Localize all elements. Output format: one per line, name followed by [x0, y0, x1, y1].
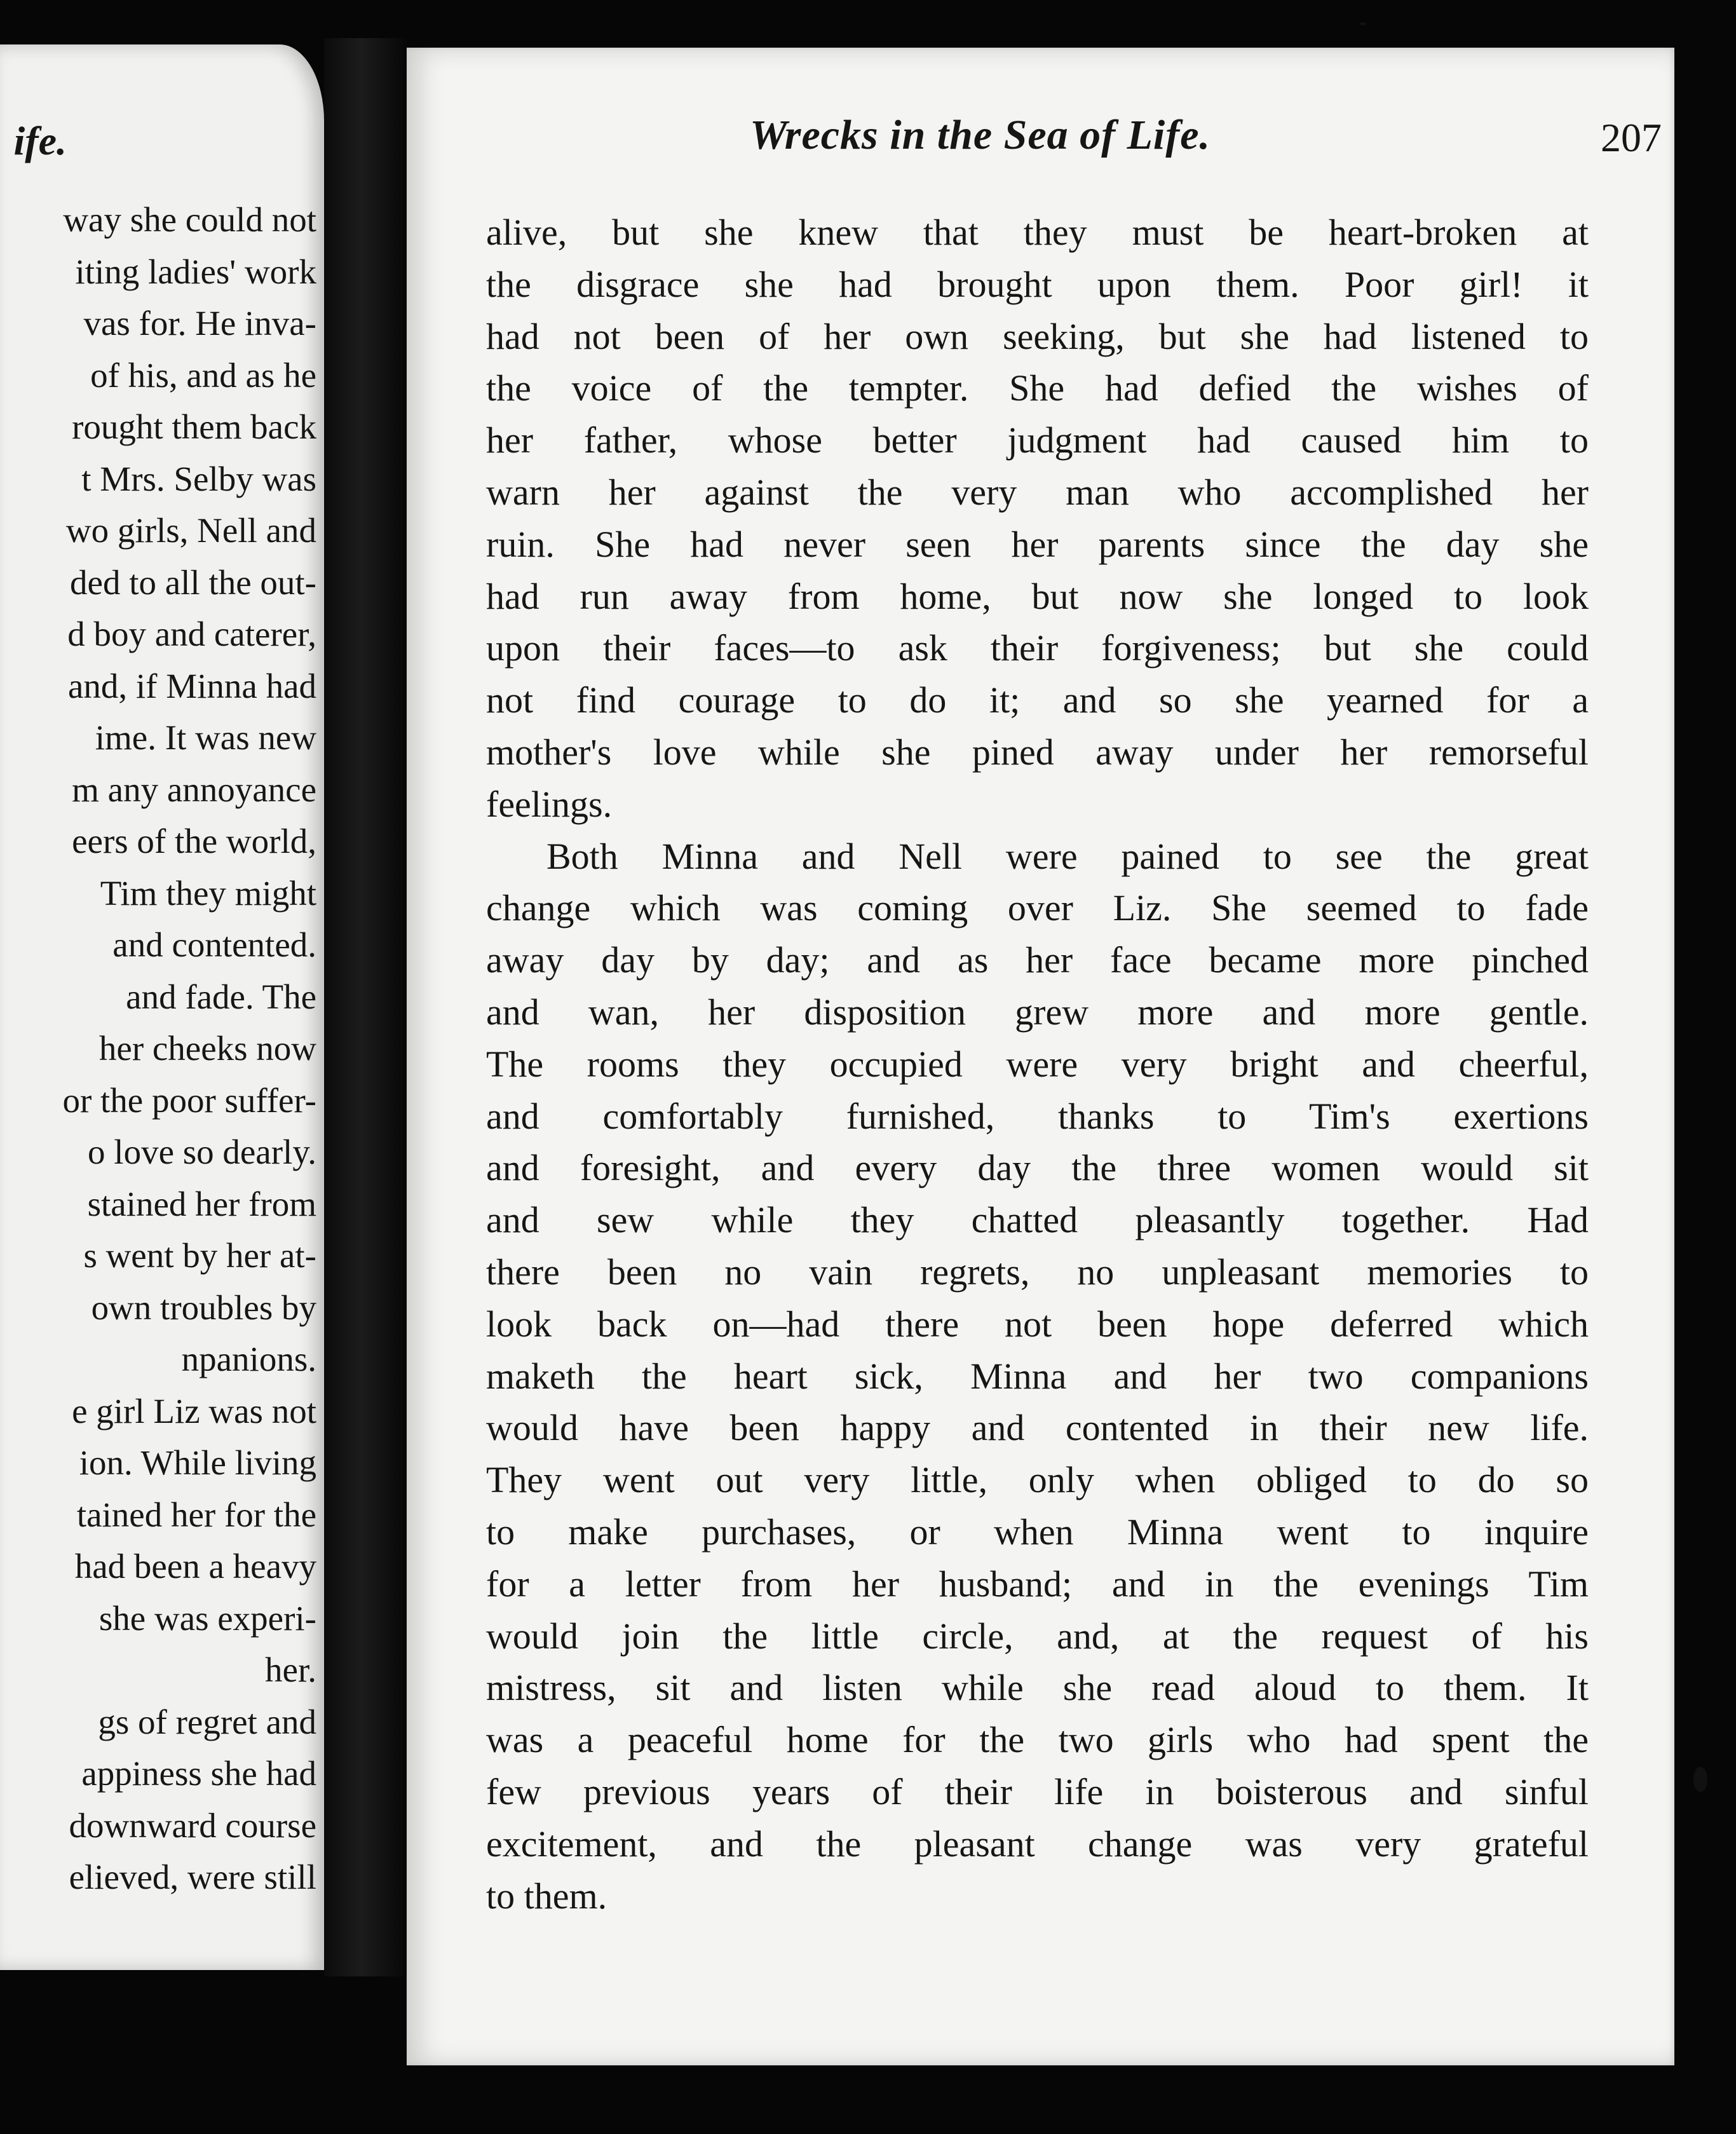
text-line: stained her from — [87, 1184, 316, 1223]
left-running-head: ife. — [13, 118, 67, 163]
text-line: her. — [265, 1650, 316, 1689]
text-line: away day by day; and as her face became more pinched — [486, 939, 1589, 981]
text-line: feelings. — [486, 783, 613, 825]
text-line: she was experi- — [98, 1598, 316, 1638]
text-line: vas for. He inva- — [83, 304, 316, 343]
text-line: the disgrace she had brought upon them. Poor girl! it — [486, 263, 1589, 305]
scan-speck — [1693, 1767, 1707, 1792]
text-line: alive, but she knew that they must be heart-broken at — [486, 212, 1589, 253]
text-line: or the poor suffer- — [62, 1080, 316, 1120]
text-line: own troubles by — [91, 1288, 316, 1327]
paragraph-first-line: Both Minna and Nell were pained to see the great — [546, 835, 1589, 877]
text-line: tained her for the — [76, 1495, 316, 1534]
text-line: s went by her at- — [83, 1236, 316, 1275]
right-page — [407, 48, 1674, 2065]
text-line: ime. It was new — [95, 718, 316, 757]
text-line: way she could not — [63, 200, 316, 239]
text-line: eers of the world, — [72, 822, 316, 860]
text-line: o love so dearly. — [88, 1132, 316, 1171]
page-number: 207 — [1601, 115, 1662, 160]
text-line: and foresight, and every day the three women would sit — [486, 1147, 1589, 1189]
right-page-text — [486, 207, 1589, 1922]
text-line: her father, whose better judgment had caused him to — [486, 419, 1589, 461]
text-line: had not been of her own seeking, but she had listened to — [486, 315, 1589, 357]
left-page-text — [62, 194, 316, 1903]
text-line: e girl Liz was not — [72, 1391, 316, 1431]
text-line: The rooms they occupied were very bright and cheerful, — [486, 1043, 1589, 1085]
text-line: ded to all the out- — [70, 562, 316, 602]
text-line: few previous years of their life in boisterous and sinful — [486, 1770, 1589, 1812]
text-line: and wan, her disposition grew more and more gentle. — [486, 991, 1589, 1033]
text-line: rought them back — [72, 407, 316, 446]
scan-speck — [1360, 22, 1366, 25]
text-line: for a letter from her husband; and in the evenings Tim — [486, 1563, 1589, 1605]
text-line: and, if Minna had — [67, 666, 316, 705]
text-line: would join the little circle, and, at the request of his — [486, 1615, 1589, 1657]
text-line: had been a heavy — [74, 1547, 316, 1586]
text-line: ion. While living — [79, 1443, 316, 1482]
text-line: upon their faces—to ask their forgiveness; but she could — [486, 627, 1589, 669]
text-line: They went out very little, only when obliged to do so — [486, 1459, 1589, 1501]
text-line: warn her against the very man who accomplished her — [486, 471, 1589, 513]
text-line: mother's love while she pined away under her remorseful — [486, 731, 1589, 773]
text-line: and contented. — [112, 925, 316, 964]
text-line: not find courage to do it; and so she yearned for a — [486, 679, 1589, 721]
right-running-head: Wrecks in the Sea of Life. — [750, 112, 1211, 158]
text-line: change which was coming over Liz. She seemed to fade — [486, 887, 1589, 929]
text-line: d boy and caterer, — [67, 615, 316, 653]
text-line: npanions. — [181, 1340, 316, 1378]
text-line: excitement, and the pleasant change was very grateful — [486, 1823, 1589, 1865]
text-line: m any annoyance — [72, 770, 316, 809]
text-line: there been no vain regrets, no unpleasant memories to — [486, 1251, 1589, 1293]
text-line: the voice of the tempter. She had defied the wishes of — [486, 367, 1589, 409]
text-line: and fade. The — [126, 977, 316, 1016]
text-line: maketh the heart sick, Minna and her two companions — [486, 1355, 1589, 1397]
text-line: to them. — [486, 1875, 607, 1917]
left-page — [0, 44, 324, 1970]
text-line: wo girls, Nell and — [65, 511, 316, 550]
text-line: t Mrs. Selby was — [81, 459, 316, 498]
text-line: Tim they might — [100, 873, 316, 913]
text-line: and comfortably furnished, thanks to Tim's exertions — [486, 1095, 1589, 1137]
text-line: downward course — [69, 1805, 316, 1845]
text-line: and sew while they chatted pleasantly together. Had — [486, 1199, 1589, 1241]
text-line: would have been happy and contented in their new life. — [486, 1407, 1589, 1449]
text-line: ruin. She had never seen her parents since the day she — [486, 523, 1589, 565]
text-line: of his, and as he — [90, 355, 316, 395]
text-line: was a peaceful home for the two girls who had spent the — [486, 1719, 1589, 1761]
text-line: had run away from home, but now she longed to look — [486, 575, 1589, 617]
text-line: appiness she had — [81, 1754, 316, 1793]
text-line: mistress, sit and listen while she read aloud to them. It — [486, 1667, 1589, 1709]
text-line: look back on—had there not been hope deferred which — [486, 1303, 1589, 1345]
text-line: iting ladies' work — [75, 252, 316, 291]
book-gutter — [324, 38, 407, 1976]
text-line: gs of regret and — [98, 1702, 316, 1741]
text-line: her cheeks now — [98, 1029, 316, 1068]
text-line: to make purchases, or when Minna went to inquire — [486, 1511, 1589, 1553]
text-line: elieved, were still — [69, 1858, 316, 1896]
